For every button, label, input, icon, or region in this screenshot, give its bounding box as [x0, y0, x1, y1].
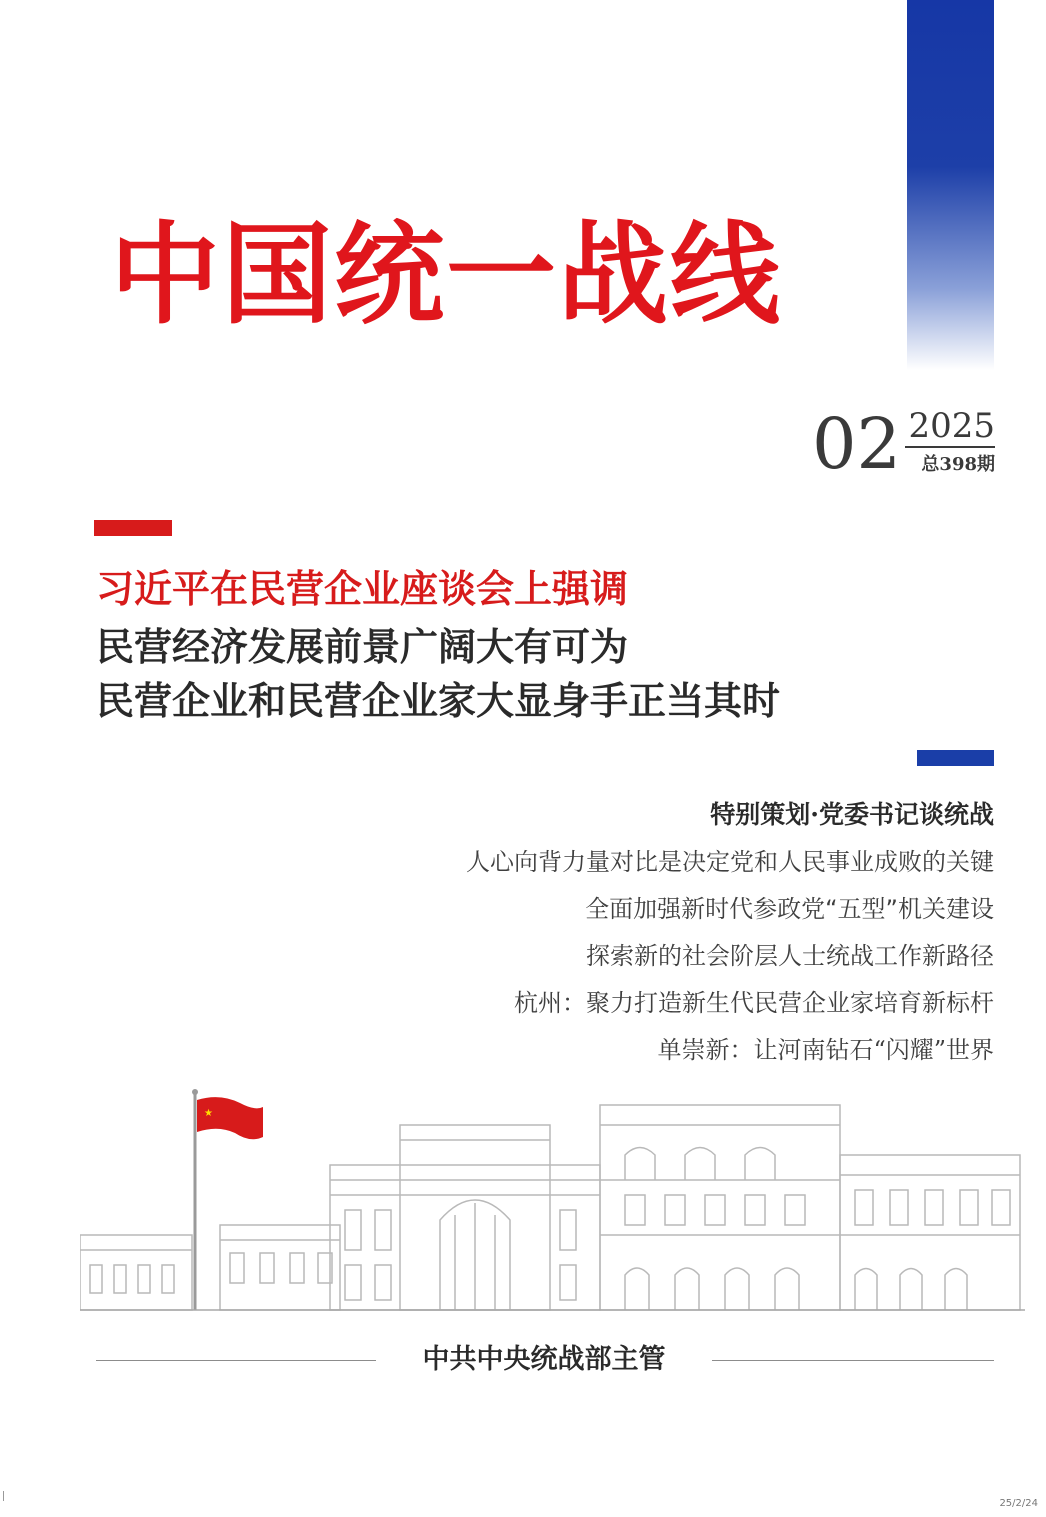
publisher-line: 中共中央统战部主管: [422, 1344, 666, 1375]
issue-number: 02: [812, 403, 902, 485]
blue-accent-bar: [917, 750, 994, 766]
magazine-title: 中国统一战线: [110, 211, 782, 339]
svg-text:★: ★: [204, 1108, 213, 1119]
issue-total: 总398期: [921, 454, 995, 475]
issue-year: 2025: [905, 406, 995, 448]
red-accent-bar: [94, 520, 172, 536]
date-stamp: 25/2/24: [999, 1498, 1038, 1509]
footer-rule-right: [712, 1360, 994, 1361]
building-illustration: [80, 1085, 1025, 1315]
edge-mark: [3, 1491, 4, 1501]
headline-line-3: 民营企业和民营企业家大显身手正当其时: [96, 678, 781, 723]
blue-decor-band: [907, 0, 994, 370]
contents-item: 单崇新：让河南钻石“闪耀”世界: [657, 1036, 994, 1064]
cover-contents: [294, 795, 994, 1070]
contents-item: 人心向背力量对比是决定党和人民事业成败的关键: [466, 848, 994, 876]
footer-rule-left: [96, 1360, 376, 1361]
contents-item: 杭州：聚力打造新生代民营企业家培育新标杆: [514, 989, 994, 1017]
flag-icon: [192, 1089, 263, 1310]
contents-item: 全面加强新时代参政党“五型”机关建设: [585, 895, 994, 923]
headline-line-2: 民营经济发展前景广阔大有可为: [96, 624, 629, 669]
contents-item: 探索新的社会阶层人士统战工作新路径: [586, 942, 994, 970]
special-feature-title: 特别策划·党委书记谈统战: [710, 800, 994, 829]
headline-lead: 习近平在民营企业座谈会上强调: [96, 566, 629, 611]
